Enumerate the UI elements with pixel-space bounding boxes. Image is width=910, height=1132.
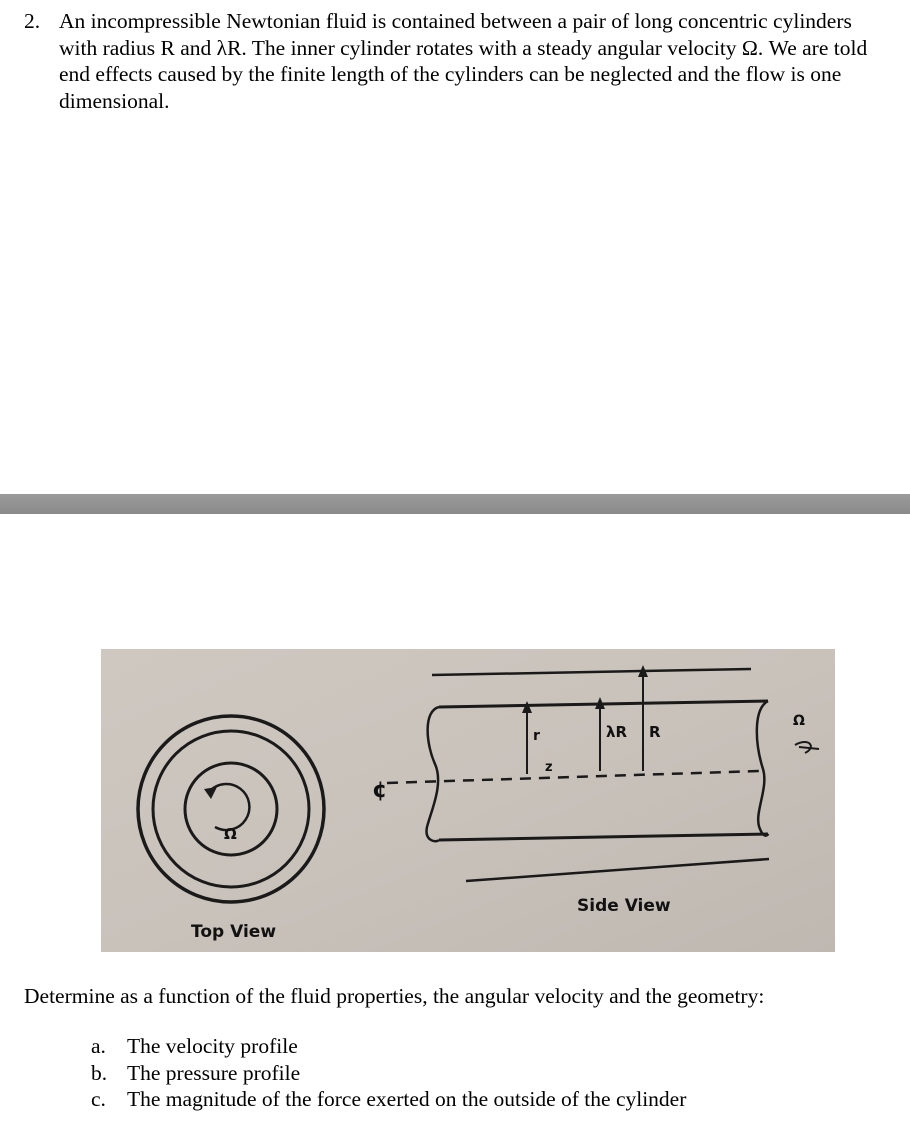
problem-number: 2. (24, 9, 41, 33)
lambda-r-label: λR (606, 723, 628, 741)
side-view-omega: Ω (793, 713, 805, 729)
r-outer-label: R (649, 723, 661, 741)
problem-statement (24, 8, 894, 114)
top-view-omega: Ω (224, 825, 237, 843)
question-prompt: Determine as a function of the fluid properties, the angular velocity and the geometry: (24, 984, 765, 1008)
photo-background (101, 649, 835, 952)
cylinder-diagram (101, 649, 835, 952)
problem-text: An incompressible Newtonian fluid is contained between a pair of long concentric cylinders with radius R and λR. The inner cylinder rotates with a steady angular velocity Ω. We are told end effects caused by the finite length of the cylinders can be neglected and the flow is one dimensional. (59, 9, 868, 113)
centerline-symbol: ¢ (372, 778, 388, 803)
list-marker: b. (91, 1060, 108, 1085)
list-item (91, 1086, 686, 1113)
list-marker: c. (91, 1087, 106, 1111)
side-view-label: Side View (577, 896, 671, 916)
top-view-label: Top View (191, 922, 277, 942)
question-parts-list (91, 1033, 686, 1113)
page-divider (0, 494, 910, 514)
list-item (91, 1060, 686, 1087)
list-item-text: The magnitude of the force exerted on the outside of the cylinder (127, 1087, 687, 1111)
list-item (91, 1033, 686, 1060)
list-item-text: The velocity profile (127, 1034, 298, 1058)
list-marker: a. (91, 1034, 106, 1058)
list-item-text: The pressure profile (127, 1060, 301, 1085)
z-label: z (545, 760, 553, 775)
cylinder-figure (101, 649, 835, 952)
r-label: r (533, 728, 540, 744)
